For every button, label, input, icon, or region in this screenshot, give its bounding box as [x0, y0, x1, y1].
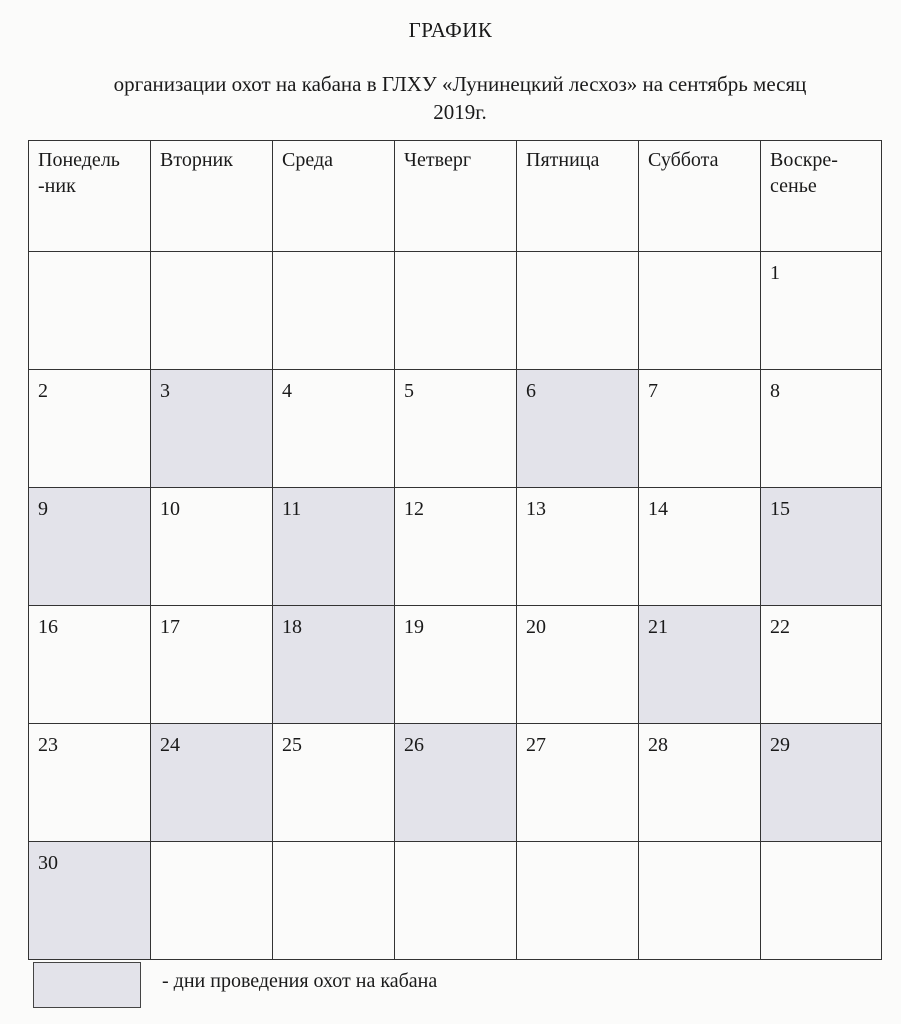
day-number: 10: [160, 498, 180, 520]
empty-day-cell: [639, 252, 761, 370]
day-number: 21: [648, 616, 668, 638]
day-cell: [29, 370, 151, 488]
day-cell: [151, 488, 273, 606]
weekday-header: [273, 141, 395, 252]
day-cell: [761, 606, 882, 724]
day-number: 30: [38, 852, 58, 874]
day-number: 12: [404, 498, 424, 520]
day-cell: [395, 488, 517, 606]
day-cell: [639, 724, 761, 842]
calendar-table: [28, 140, 882, 960]
weekday-header: [761, 141, 882, 252]
day-cell: [29, 842, 151, 960]
weekday-header: [517, 141, 639, 252]
day-cell: [273, 724, 395, 842]
day-cell: [761, 370, 882, 488]
empty-day-cell: [761, 842, 882, 960]
subtitle-line-2: 2019г.: [433, 100, 487, 124]
day-number: 16: [38, 616, 58, 638]
day-cell: [395, 370, 517, 488]
weekday-header: [639, 141, 761, 252]
weekday-label-line: Вторник: [160, 149, 233, 171]
day-cell: [273, 606, 395, 724]
day-number: 15: [770, 498, 790, 520]
legend-swatch: [33, 962, 141, 1008]
day-cell: [273, 488, 395, 606]
empty-day-cell: [151, 252, 273, 370]
day-number: 5: [404, 380, 414, 402]
weekday-label-line: Среда: [282, 149, 334, 171]
day-number: 25: [282, 734, 302, 756]
day-cell: [761, 488, 882, 606]
day-cell: [151, 370, 273, 488]
day-cell: [517, 606, 639, 724]
weekday-label-line: Четверг: [404, 149, 472, 171]
day-number: 23: [38, 734, 58, 756]
weekday-label-line: Воскре-: [770, 149, 838, 171]
day-cell: [761, 724, 882, 842]
day-cell: [639, 370, 761, 488]
week-row: [29, 606, 882, 724]
week-row: [29, 724, 882, 842]
legend-label: - дни проведения охот на кабана: [162, 970, 438, 992]
day-number: 29: [770, 734, 790, 756]
weekday-label-line: Пятница: [526, 149, 600, 171]
day-number: 9: [38, 498, 48, 520]
day-cell: [29, 606, 151, 724]
day-cell: [273, 370, 395, 488]
empty-day-cell: [29, 252, 151, 370]
day-cell: [395, 606, 517, 724]
weekday-label-line: -ник: [38, 175, 76, 197]
day-cell: [29, 724, 151, 842]
day-cell: [517, 370, 639, 488]
day-number: 24: [160, 734, 180, 756]
day-cell: [517, 724, 639, 842]
day-cell: [517, 488, 639, 606]
day-number: 28: [648, 734, 668, 756]
weekday-label-line: Понедель: [38, 149, 120, 171]
weekday-label-line: сенье: [770, 175, 817, 197]
day-number: 1: [770, 262, 780, 284]
day-cell: [151, 606, 273, 724]
subtitle-line-1: организации охот на кабана в ГЛХУ «Лунинецкий лесхоз» на сентябрь месяц: [113, 72, 807, 96]
day-cell: [29, 488, 151, 606]
day-number: 18: [282, 616, 302, 638]
day-number: 8: [770, 380, 780, 402]
day-number: 2: [38, 380, 48, 402]
day-number: 14: [648, 498, 668, 520]
week-row: [29, 370, 882, 488]
empty-day-cell: [273, 252, 395, 370]
day-cell: [151, 724, 273, 842]
day-number: 7: [648, 380, 658, 402]
day-cell: [639, 488, 761, 606]
empty-day-cell: [639, 842, 761, 960]
weekday-header-row: [29, 141, 882, 252]
week-row: [29, 842, 882, 960]
day-number: 13: [526, 498, 546, 520]
day-number: 22: [770, 616, 790, 638]
day-number: 11: [282, 498, 302, 520]
empty-day-cell: [395, 252, 517, 370]
weekday-label-line: Суббота: [648, 149, 719, 171]
day-number: 17: [160, 616, 180, 638]
document-title: ГРАФИК: [408, 18, 493, 42]
empty-day-cell: [517, 252, 639, 370]
day-number: 4: [282, 380, 292, 402]
week-row: [29, 488, 882, 606]
day-number: 26: [404, 734, 424, 756]
day-number: 19: [404, 616, 424, 638]
weekday-header: [29, 141, 151, 252]
day-number: 27: [526, 734, 546, 756]
week-row: [29, 252, 882, 370]
day-cell: [761, 252, 882, 370]
empty-day-cell: [273, 842, 395, 960]
weekday-header: [151, 141, 273, 252]
document-subtitle: [20, 70, 900, 126]
day-cell: [395, 724, 517, 842]
day-number: 6: [526, 380, 536, 402]
weekday-header: [395, 141, 517, 252]
day-number: 20: [526, 616, 546, 638]
empty-day-cell: [517, 842, 639, 960]
day-number: 3: [160, 380, 170, 402]
day-cell: [639, 606, 761, 724]
empty-day-cell: [395, 842, 517, 960]
empty-day-cell: [151, 842, 273, 960]
